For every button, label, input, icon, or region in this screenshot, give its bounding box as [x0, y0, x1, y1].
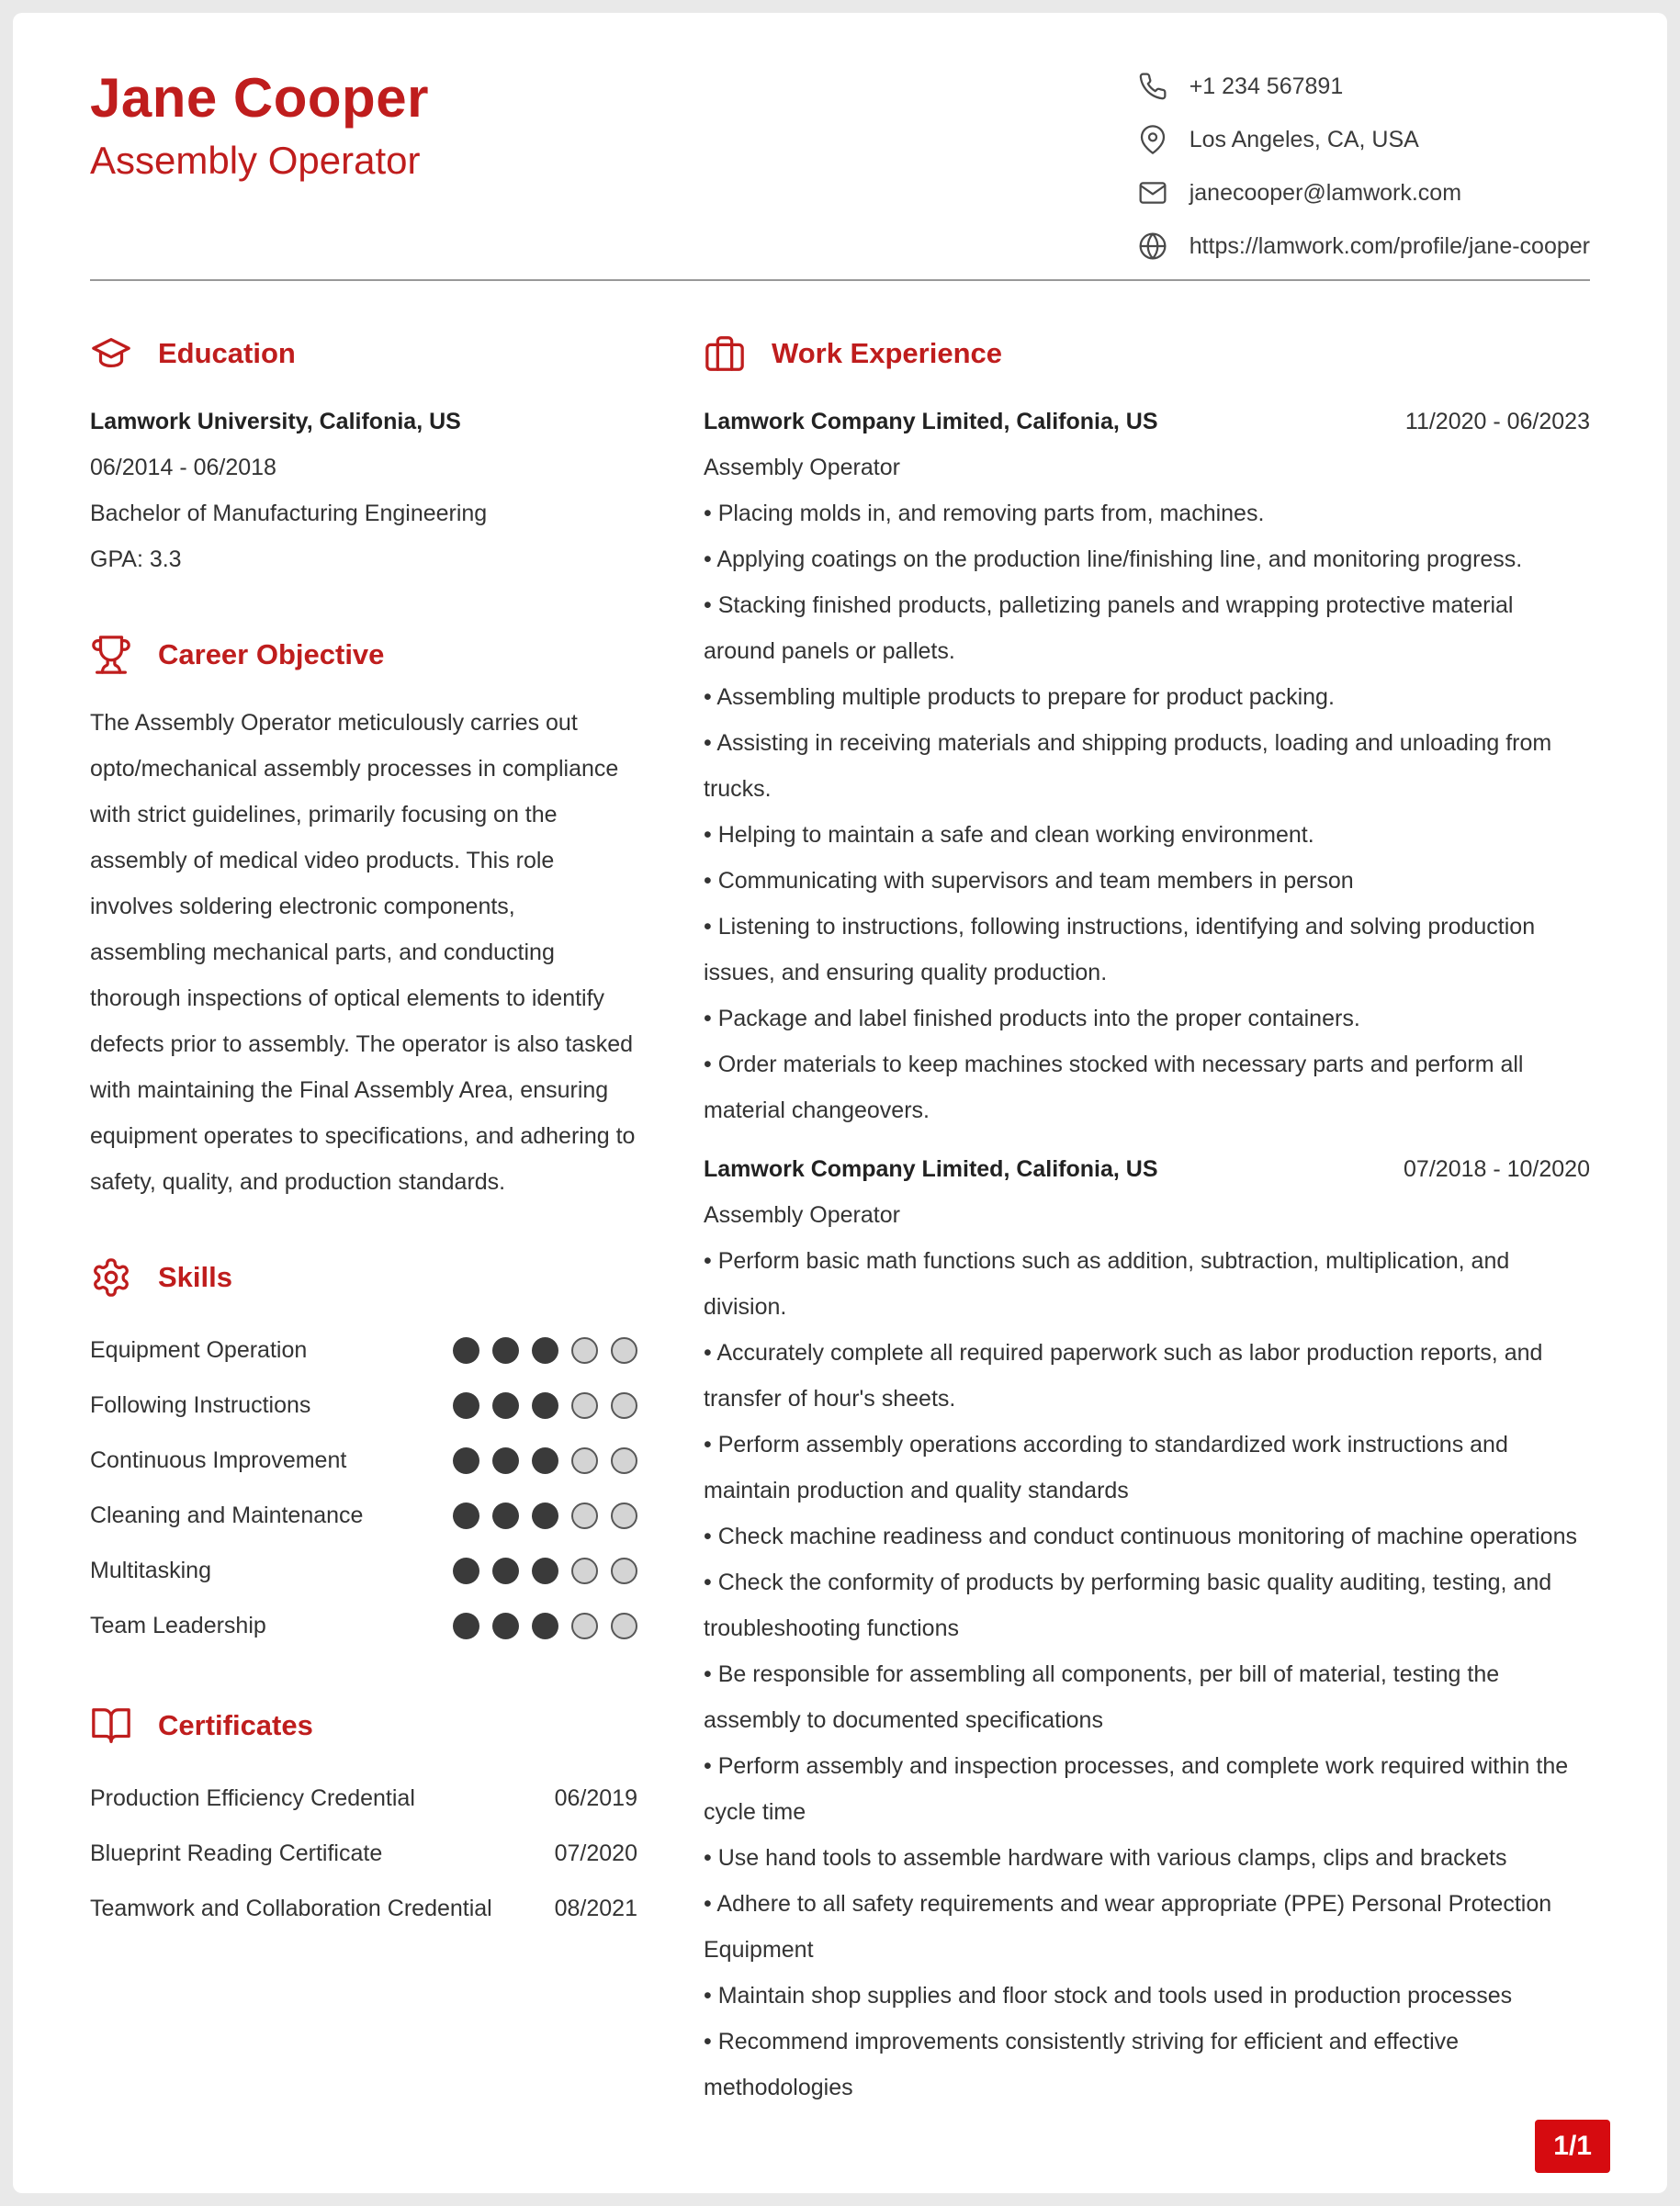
section-title: Career Objective [158, 638, 385, 670]
education-degree: Bachelor of Manufacturing Engineering [90, 501, 488, 526]
career-objective-text: The Assembly Operator meticulously carries out opto/mechanical assembly processes in compliance with strict guidelines, primarily focusing on the assembly of medical video products. This role involves soldering electronic components, assembling mechanical parts, and conducting thorough inspections of optical elements to identify defects prior to assembly. The operator is also tasked with maintaining the Final Assembly Area, ensuring equipment operates to specifications, and adhering to safety, quality, and production standards. [90, 710, 636, 1195]
email-icon [1138, 178, 1167, 208]
skill-dot-filled [453, 1447, 479, 1474]
job-header [704, 1146, 1590, 1192]
certificates-heading [90, 1705, 637, 1747]
skill-dot-filled [492, 1392, 519, 1419]
skill-row [90, 1322, 637, 1378]
certificate-date: 06/2019 [554, 1784, 637, 1811]
skill-row [90, 1378, 637, 1433]
resume-page [13, 13, 1667, 2193]
contact-text: https://lamwork.com/profile/jane-cooper [1189, 232, 1590, 259]
location-icon [1138, 125, 1167, 154]
skill-dot-filled [492, 1613, 519, 1639]
skill-dot-empty [611, 1337, 637, 1364]
skills-section [90, 1256, 637, 1653]
person-job-title: Assembly Operator [90, 139, 421, 182]
resume-header [90, 66, 1590, 261]
education-school: Lamwork University, Califonia, US [90, 409, 461, 434]
job-bullet: • Helping to maintain a safe and clean working environment. [704, 812, 1590, 858]
skill-dot-filled [492, 1447, 519, 1474]
job-bullet: • Assisting in receiving materials and shipping products, loading and unloading from trucks. [704, 720, 1590, 812]
skill-dot-filled [532, 1503, 558, 1529]
page-indicator: 1/1 [1535, 2120, 1610, 2173]
gear-icon [90, 1256, 132, 1299]
certificates-list [90, 1771, 637, 1936]
job-bullet: • Listening to instructions, following instructions, identifying and solving production issues, and ensuring quality production. [704, 904, 1590, 996]
job-company: Lamwork Company Limited, Califonia, US [704, 409, 1158, 434]
skill-dot-filled [532, 1447, 558, 1474]
right-column [704, 281, 1590, 2110]
job-bullet: • Perform basic math functions such as addition, subtraction, multiplication, and division. [704, 1238, 1590, 1330]
job-bullet: • Be responsible for assembling all components, per bill of material, testing the assembly to documented specifications [704, 1651, 1590, 1743]
job-role: Assembly Operator [704, 1202, 900, 1228]
skill-level [453, 1558, 637, 1584]
skill-dot-filled [532, 1558, 558, 1584]
skill-name: Equipment Operation [90, 1336, 308, 1363]
contact-item [1138, 178, 1590, 208]
section-title: Education [158, 337, 296, 369]
resume-body [90, 281, 1590, 2110]
skill-dot-empty [611, 1613, 637, 1639]
skill-dot-filled [453, 1558, 479, 1584]
certificate-date: 08/2021 [554, 1895, 637, 1921]
certificate-row [90, 1881, 637, 1936]
left-column [90, 281, 637, 2110]
skill-dot-filled [453, 1392, 479, 1419]
skill-dot-empty [571, 1392, 598, 1419]
skill-dot-empty [571, 1503, 598, 1529]
skill-dot-empty [571, 1447, 598, 1474]
work-experience-heading [704, 332, 1590, 375]
phone-icon [1138, 72, 1167, 101]
certificate-row [90, 1826, 637, 1881]
name-block [90, 66, 429, 183]
person-name: Jane Cooper [90, 67, 429, 129]
contact-text: +1 234 567891 [1189, 73, 1344, 99]
job-bullet: • Check the conformity of products by performing basic quality auditing, testing, and troubleshooting functions [704, 1559, 1590, 1651]
skill-row [90, 1598, 637, 1653]
job-bullet: • Check machine readiness and conduct continuous monitoring of machine operations [704, 1514, 1590, 1559]
graduation-cap-icon [90, 332, 132, 375]
briefcase-icon [704, 332, 746, 375]
skill-name: Cleaning and Maintenance [90, 1502, 364, 1528]
jobs-list [704, 399, 1590, 2110]
skill-name: Continuous Improvement [90, 1446, 347, 1473]
job-bullet: • Perform assembly operations according to standardized work instructions and maintain production and quality standards [704, 1422, 1590, 1514]
work-experience-section [704, 332, 1590, 2110]
skills-list [90, 1322, 637, 1653]
job-company: Lamwork Company Limited, Califonia, US [704, 1156, 1158, 1182]
job-header [704, 399, 1590, 445]
skill-row [90, 1433, 637, 1488]
website-icon [1138, 231, 1167, 261]
skill-dot-empty [611, 1447, 637, 1474]
job-bullet: • Order materials to keep machines stocked with necessary parts and perform all material changeovers. [704, 1041, 1590, 1133]
contact-list [1138, 66, 1590, 261]
skill-dot-filled [453, 1613, 479, 1639]
job-role: Assembly Operator [704, 455, 900, 480]
skill-dot-filled [532, 1392, 558, 1419]
skill-dot-filled [532, 1337, 558, 1364]
skill-level [453, 1337, 637, 1364]
skill-name: Team Leadership [90, 1612, 266, 1638]
certificate-row [90, 1771, 637, 1826]
skill-dot-empty [611, 1558, 637, 1584]
skill-dot-empty [571, 1613, 598, 1639]
skill-dot-filled [532, 1613, 558, 1639]
skill-row [90, 1543, 637, 1598]
job-bullet: • Communicating with supervisors and team members in person [704, 858, 1590, 904]
education-dates: 06/2014 - 06/2018 [90, 455, 276, 480]
job-bullet: • Adhere to all safety requirements and wear appropriate (PPE) Personal Protection Equipment [704, 1881, 1590, 1973]
skill-dot-filled [492, 1337, 519, 1364]
contact-text: janecooper@lamwork.com [1189, 179, 1462, 206]
skills-heading [90, 1256, 637, 1299]
skill-dot-filled [453, 1337, 479, 1364]
skill-level [453, 1392, 637, 1419]
contact-item [1138, 125, 1590, 154]
certificates-section [90, 1705, 637, 1936]
contact-item [1138, 231, 1590, 261]
certificate-name: Production Efficiency Credential [90, 1784, 415, 1811]
job-dates: 11/2020 - 06/2023 [1404, 409, 1590, 434]
job-bullet: • Use hand tools to assemble hardware with various clamps, clips and brackets [704, 1835, 1590, 1881]
contact-item [1138, 72, 1590, 101]
job-bullet: • Accurately complete all required paperwork such as labor production reports, and transfer of hour's sheets. [704, 1330, 1590, 1422]
skill-dot-empty [571, 1337, 598, 1364]
job-bullet: • Recommend improvements consistently striving for efficient and effective methodologies [704, 2019, 1590, 2110]
skill-level [453, 1503, 637, 1529]
skill-dot-filled [492, 1503, 519, 1529]
career-objective-heading [90, 634, 637, 676]
job-bullet: • Maintain shop supplies and floor stock and tools used in production processes [704, 1973, 1590, 2019]
skill-row [90, 1488, 637, 1543]
section-title: Skills [158, 1261, 232, 1293]
skill-dot-filled [453, 1503, 479, 1529]
skill-dot-filled [492, 1558, 519, 1584]
certificate-date: 07/2020 [554, 1840, 637, 1866]
skill-dot-empty [611, 1503, 637, 1529]
skill-level [453, 1613, 637, 1639]
skill-name: Following Instructions [90, 1391, 311, 1418]
job-bullet: • Assembling multiple products to prepare for product packing. [704, 674, 1590, 720]
job-bullet: • Package and label finished products into the proper containers. [704, 996, 1590, 1041]
skill-name: Multitasking [90, 1557, 211, 1583]
skill-dot-empty [571, 1558, 598, 1584]
job-bullet: • Placing molds in, and removing parts from, machines. [704, 490, 1590, 536]
section-title: Certificates [158, 1709, 313, 1741]
skill-dot-empty [611, 1392, 637, 1419]
career-objective-section [90, 634, 637, 1205]
certificate-name: Teamwork and Collaboration Credential [90, 1895, 492, 1921]
job-bullet: • Applying coatings on the production line/finishing line, and monitoring progress. [704, 536, 1590, 582]
trophy-icon [90, 634, 132, 676]
job-entry [704, 1146, 1590, 2110]
job-entry [704, 399, 1590, 1133]
education-gpa: GPA: 3.3 [90, 546, 182, 572]
job-dates: 07/2018 - 10/2020 [1404, 1156, 1590, 1182]
job-bullet: • Stacking finished products, palletizing panels and wrapping protective material around panels or pallets. [704, 582, 1590, 674]
book-icon [90, 1705, 132, 1747]
contact-text: Los Angeles, CA, USA [1189, 126, 1419, 152]
education-heading [90, 332, 637, 375]
section-title: Work Experience [772, 337, 1002, 369]
certificate-name: Blueprint Reading Certificate [90, 1840, 383, 1866]
education-section [90, 332, 637, 582]
job-bullet: • Perform assembly and inspection processes, and complete work required within the cycle time [704, 1743, 1590, 1835]
skill-level [453, 1447, 637, 1474]
